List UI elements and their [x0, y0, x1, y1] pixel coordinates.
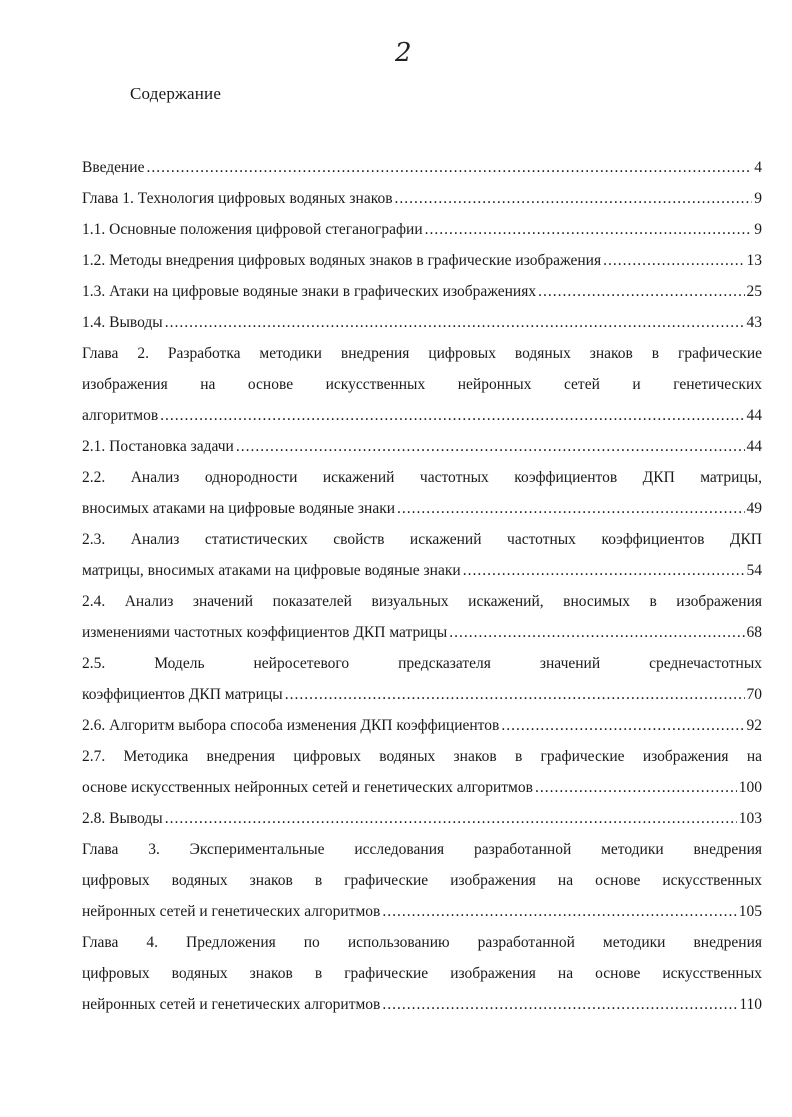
toc-line: [82, 865, 762, 896]
toc-entry-text: коэффициентов ДКП матрицы: [82, 686, 283, 703]
toc-page-number: 49: [746, 500, 762, 517]
toc-page-number: 105: [738, 903, 762, 920]
toc-entry-text: алгоритмов: [82, 407, 159, 424]
toc-page-number: 54: [746, 562, 762, 579]
toc-line: [82, 307, 762, 338]
toc-page-number: 43: [746, 314, 762, 331]
toc-page-number: 110: [739, 996, 762, 1013]
toc-page-number: 9: [754, 190, 762, 207]
toc-entry: [82, 741, 762, 803]
toc-line: [82, 493, 762, 524]
toc-line: [82, 741, 762, 772]
toc-line: [82, 803, 762, 834]
toc-entry: [82, 431, 762, 462]
toc-line: [82, 338, 762, 369]
page-title: Содержание: [130, 84, 222, 103]
toc-line: [82, 617, 762, 648]
toc-entry-text: матрицы, вносимых атаками на цифровые водяные знаки: [82, 562, 461, 579]
dot-leader: [160, 400, 744, 431]
toc-entry-text: Введение: [82, 159, 145, 176]
toc-entry-text: 2.2. Анализ однородности искажений частотных коэффициентов ДКП матрицы,: [82, 469, 762, 486]
dot-leader: [165, 307, 745, 338]
dot-leader: [165, 803, 737, 834]
toc-entry: [82, 462, 762, 524]
toc-page-number: 9: [754, 221, 762, 238]
dot-leader: [425, 214, 753, 245]
toc-line: [82, 958, 762, 989]
toc-page-number: 4: [754, 159, 762, 176]
dot-leader: [449, 617, 744, 648]
toc-line: [82, 431, 762, 462]
toc-entry-text: 1.1. Основные положения цифровой стеганографии: [82, 221, 423, 238]
toc-entry: [82, 586, 762, 648]
toc-entry-text: цифровых водяных знаков в графические изображения на основе искусственных: [82, 965, 762, 982]
toc-entry: [82, 927, 762, 1020]
toc-entry-text: вносимых атаками на цифровые водяные знаки: [82, 500, 396, 517]
toc-entry-text: 2.7. Методика внедрения цифровых водяных знаков в графические изображения на: [82, 748, 762, 765]
dot-leader: [538, 276, 744, 307]
page-number: 2: [395, 38, 412, 68]
dot-leader: [236, 431, 745, 462]
toc-entry-text: Глава 3. Экспериментальные исследования разработанной методики внедрения: [82, 841, 762, 858]
toc-line: [82, 152, 762, 183]
toc-entry-text: изменениями частотных коэффициентов ДКП матрицы: [82, 624, 448, 641]
toc-entry-text: 2.4. Анализ значений показателей визуальных искажений, вносимых в изображения: [82, 593, 762, 610]
toc-line: [82, 214, 762, 245]
toc-entry-text: 2.8. Выводы: [82, 810, 163, 827]
toc-entry: [82, 710, 762, 741]
dot-leader: [603, 245, 744, 276]
toc-line: [82, 524, 762, 555]
toc-entry: [82, 648, 762, 710]
toc-entry: [82, 834, 762, 927]
toc-page-number: 92: [746, 717, 762, 734]
toc-entry-text: основе искусственных нейронных сетей и генетических алгоритмов: [82, 779, 533, 796]
toc-line: [82, 710, 762, 741]
toc-entry-text: 2.6. Алгоритм выбора способа изменения ДКП коэффициентов: [82, 717, 500, 734]
toc-page-number: 13: [746, 252, 762, 269]
toc-line: [82, 927, 762, 958]
toc-entry: [82, 152, 762, 183]
dot-leader: [501, 710, 744, 741]
toc-page-number: 44: [746, 438, 762, 455]
toc-line: [82, 555, 762, 586]
toc-page-number: 44: [746, 407, 762, 424]
toc-line: [82, 834, 762, 865]
dot-leader: [146, 152, 752, 183]
toc-entry-text: 1.2. Методы внедрения цифровых водяных знаков в графические изображения: [82, 252, 602, 269]
toc-entry: [82, 276, 762, 307]
toc-line: [82, 276, 762, 307]
toc-page-number: 100: [738, 779, 762, 796]
toc-line: [82, 183, 762, 214]
dot-leader: [285, 679, 745, 710]
toc-page-number: 25: [746, 283, 762, 300]
toc-line: [82, 989, 762, 1020]
toc-entry: [82, 338, 762, 431]
toc-entry: [82, 183, 762, 214]
toc-line: [82, 772, 762, 803]
toc-entry: [82, 245, 762, 276]
toc-page-number: 68: [746, 624, 762, 641]
toc-entry: [82, 307, 762, 338]
toc-entry-text: нейронных сетей и генетических алгоритмов: [82, 903, 381, 920]
dot-leader: [382, 989, 737, 1020]
dot-leader: [463, 555, 745, 586]
table-of-contents: [82, 152, 762, 1020]
toc-line: [82, 648, 762, 679]
toc-entry-text: 1.3. Атаки на цифровые водяные знаки в графических изображениях: [82, 283, 537, 300]
toc-entry-text: Глава 1. Технология цифровых водяных знаков: [82, 190, 393, 207]
toc-entry: [82, 524, 762, 586]
toc-line: [82, 586, 762, 617]
toc-entry-text: 2.1. Постановка задачи: [82, 438, 234, 455]
toc-entry-text: изображения на основе искусственных нейронных сетей и генетических: [82, 376, 762, 393]
toc-page-number: 103: [738, 810, 762, 827]
toc-entry-text: Глава 2. Разработка методики внедрения цифровых водяных знаков в графические: [82, 345, 762, 362]
toc-entry-text: Глава 4. Предложения по использованию разработанной методики внедрения: [82, 934, 762, 951]
toc-line: [82, 462, 762, 493]
dot-leader: [535, 772, 737, 803]
dot-leader: [395, 183, 753, 214]
toc-line: [82, 245, 762, 276]
toc-line: [82, 679, 762, 710]
toc-entry-text: 2.3. Анализ статистических свойств искажений частотных коэффициентов ДКП: [82, 531, 762, 548]
toc-line: [82, 369, 762, 400]
toc-entry-text: цифровых водяных знаков в графические изображения на основе искусственных: [82, 872, 762, 889]
toc-page-number: 70: [746, 686, 762, 703]
toc-entry-text: 2.5. Модель нейросетевого предсказателя значений среднечастотных: [82, 655, 762, 672]
toc-line: [82, 896, 762, 927]
dot-leader: [382, 896, 736, 927]
toc-entry: [82, 803, 762, 834]
toc-line: [82, 400, 762, 431]
toc-entry: [82, 214, 762, 245]
toc-entry-text: нейронных сетей и генетических алгоритмов: [82, 996, 381, 1013]
dot-leader: [397, 493, 744, 524]
toc-entry-text: 1.4. Выводы: [82, 314, 163, 331]
